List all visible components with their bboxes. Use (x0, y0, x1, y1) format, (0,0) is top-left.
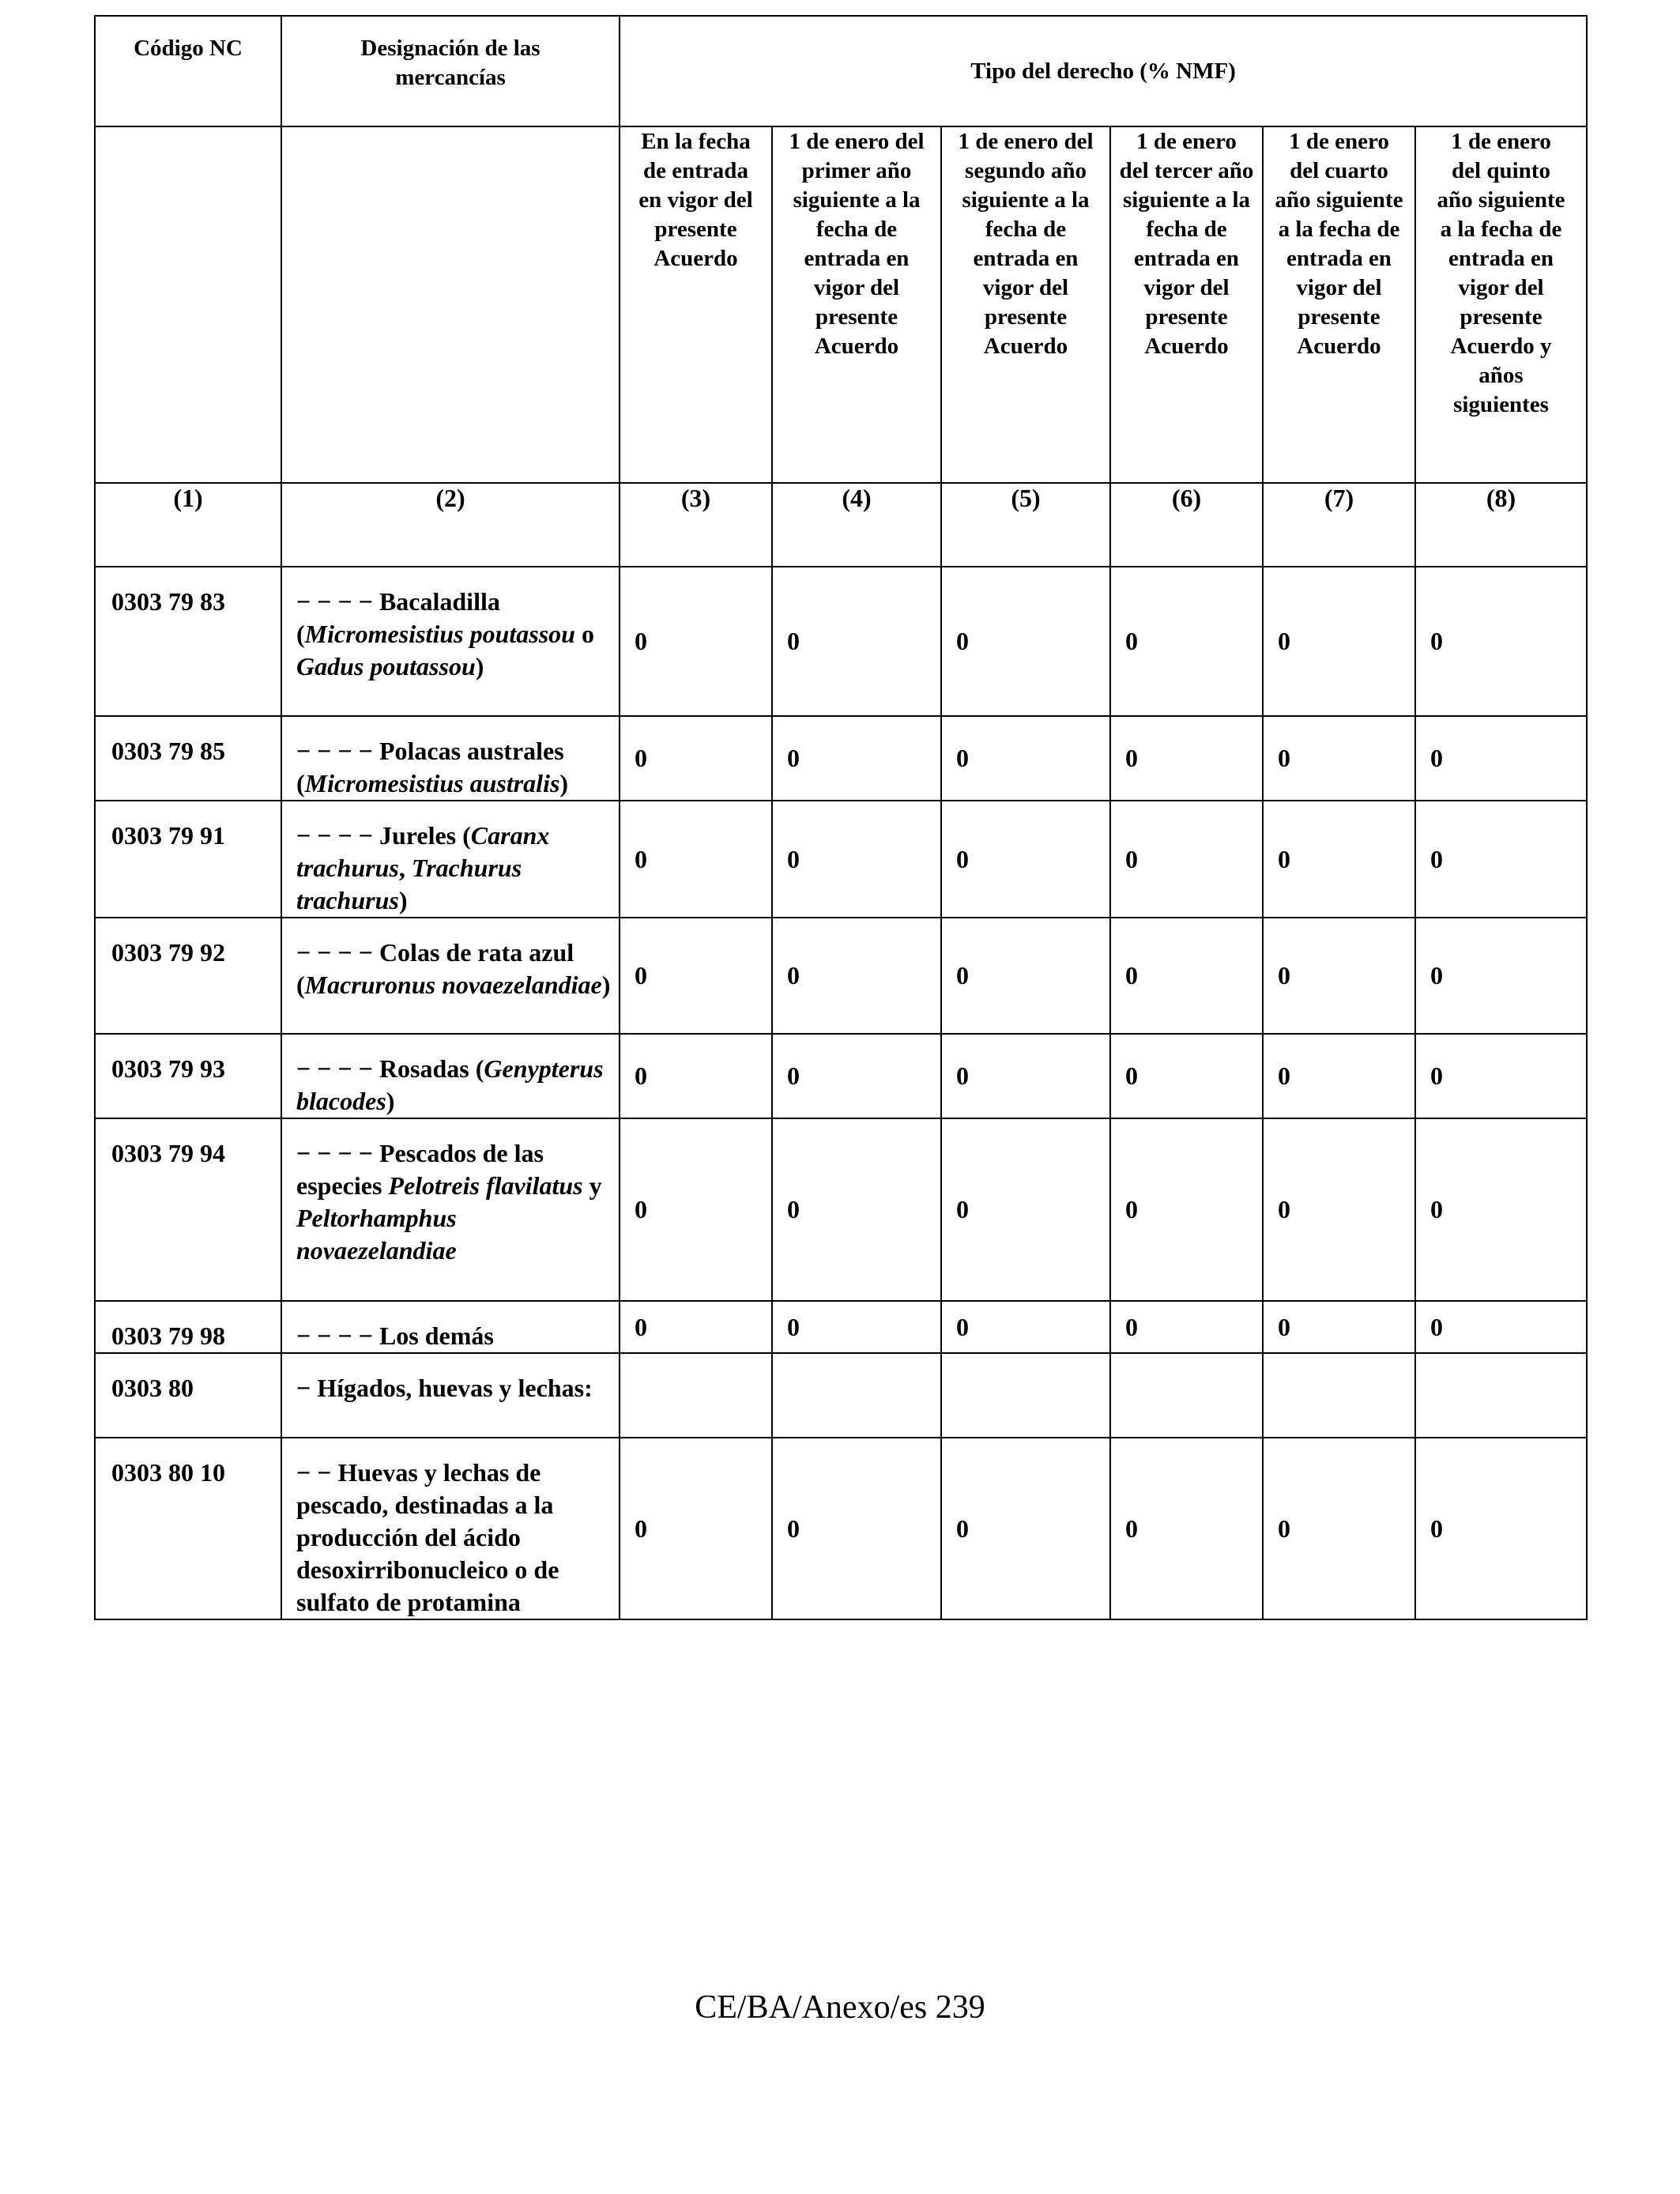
duty-rate-cell: 0 (772, 1034, 941, 1118)
nc-code: 0303 79 83 (95, 567, 281, 716)
table-row (95, 1438, 1587, 1619)
designation-text: − − − − Bacaladilla ( (296, 587, 500, 648)
designation-text: ) (559, 769, 569, 797)
duty-rate-cell: 0 (1415, 1034, 1587, 1118)
duty-rate-cell: 0 (1415, 801, 1587, 918)
duty-rate-cell: 0 (620, 801, 772, 918)
duty-rate-cell: 0 (772, 716, 941, 801)
species-name: Pelotreis flavilatus (388, 1171, 583, 1200)
duty-rate-cell (620, 1353, 772, 1438)
duty-rate-cell (941, 1353, 1110, 1438)
duty-rate-cell: 0 (1110, 567, 1263, 716)
column-number: (4) (772, 483, 941, 567)
duty-rate-cell: 0 (1415, 1438, 1587, 1619)
duty-rate-cell: 0 (1263, 1034, 1415, 1118)
header-designation: Designación de las mercancías (281, 16, 620, 126)
designation-text: − Hígados, huevas y lechas: (296, 1374, 593, 1402)
duty-rate-cell: 0 (1263, 1118, 1415, 1301)
header-duty-type: Tipo del derecho (% NMF) (620, 16, 1587, 126)
header-stage-5: 1 de enero del cuarto año siguiente a la fecha de entrada en vigor del presente Acuerdo (1263, 126, 1415, 483)
species-name: Genypterus blacodes (296, 1054, 604, 1115)
duty-rate-cell: 0 (772, 1301, 941, 1353)
designation-text: − − − − Polacas australes ( (296, 737, 564, 797)
duty-rate-cell: 0 (772, 1118, 941, 1301)
table-row (95, 567, 1587, 716)
duty-rate-cell: 0 (1415, 716, 1587, 801)
duty-rate-cell: 0 (1110, 1118, 1263, 1301)
duty-rate-cell: 0 (1110, 716, 1263, 801)
table-row (95, 1118, 1587, 1301)
duty-rate-cell: 0 (1263, 716, 1415, 801)
designation-text: ) (601, 971, 611, 999)
goods-designation (281, 918, 620, 1034)
duty-rate-cell: 0 (941, 1438, 1110, 1619)
table-row (95, 716, 1587, 801)
designation-text: , (398, 854, 412, 882)
column-number: (8) (1415, 483, 1587, 567)
species-name: Caranx trachurus (296, 821, 550, 882)
nc-code: 0303 79 85 (95, 716, 281, 801)
header-stage-1: En la fecha de entrada en vigor del presente Acuerdo (620, 126, 772, 483)
designation-text: − − − − Los demás (296, 1321, 494, 1350)
duty-rate-cell: 0 (941, 801, 1110, 918)
goods-designation (281, 716, 620, 801)
duty-rate-cell: 0 (620, 1438, 772, 1619)
duty-rate-cell: 0 (772, 801, 941, 918)
designation-text: − − − − Jureles ( (296, 821, 471, 850)
nc-code: 0303 79 92 (95, 918, 281, 1034)
species-name: Peltorhamphus novaezelandiae (296, 1204, 457, 1265)
designation-text: − − − − Pescados de las especies (296, 1139, 544, 1200)
designation-text: − − − − Rosadas ( (296, 1054, 484, 1083)
duty-rate-cell: 0 (1110, 801, 1263, 918)
designation-text: ) (398, 886, 408, 914)
duty-rate-cell (772, 1353, 941, 1438)
duty-rate-cell: 0 (1263, 918, 1415, 1034)
header-stage-blank-2 (281, 126, 620, 483)
duty-rate-cell: 0 (1263, 567, 1415, 716)
duty-rate-cell: 0 (620, 716, 772, 801)
page-footer: CE/BA/Anexo/es 239 (695, 1989, 985, 2026)
tariff-table (94, 15, 1588, 1620)
duty-rate-cell: 0 (620, 918, 772, 1034)
header-stage-6: 1 de enero del quinto año siguiente a la fecha de entrada en vigor del presente Acuerdo y años siguientes (1415, 126, 1587, 483)
designation-text: o (574, 620, 594, 648)
goods-designation (281, 1118, 620, 1301)
duty-rate-cell: 0 (941, 1301, 1110, 1353)
goods-designation (281, 1438, 620, 1619)
goods-designation (281, 1353, 620, 1438)
species-name: Macruronus novaezelandiae (304, 971, 602, 999)
column-number: (7) (1263, 483, 1415, 567)
nc-code: 0303 80 10 (95, 1438, 281, 1619)
duty-rate-cell: 0 (772, 918, 941, 1034)
header-code: Código NC (95, 16, 281, 126)
species-name: Gadus poutassou (296, 652, 476, 680)
duty-rate-cell: 0 (1415, 567, 1587, 716)
designation-text: y (582, 1171, 602, 1200)
duty-rate-cell: 0 (1110, 1034, 1263, 1118)
header-stage-3: 1 de enero del segundo año siguiente a la fecha de entrada en vigor del presente Acuerdo (941, 126, 1110, 483)
goods-designation (281, 1301, 620, 1353)
duty-rate-cell: 0 (941, 918, 1110, 1034)
header-stages-row (95, 126, 1587, 483)
column-number: (3) (620, 483, 772, 567)
nc-code: 0303 79 94 (95, 1118, 281, 1301)
nc-code: 0303 80 (95, 1353, 281, 1438)
duty-rate-cell (1415, 1353, 1587, 1438)
duty-rate-cell: 0 (1110, 1438, 1263, 1619)
nc-code: 0303 79 98 (95, 1301, 281, 1353)
duty-rate-cell: 0 (620, 1118, 772, 1301)
duty-rate-cell: 0 (772, 1438, 941, 1619)
header-stage-4: 1 de enero del tercer año siguiente a la fecha de entrada en vigor del presente Acuerdo (1110, 126, 1263, 483)
duty-rate-cell: 0 (620, 567, 772, 716)
table-row (95, 801, 1587, 918)
duty-rate-cell: 0 (1415, 1118, 1587, 1301)
table-row (95, 1301, 1587, 1353)
species-name: Trachurus trachurus (296, 854, 522, 914)
table-row (95, 1353, 1587, 1438)
nc-code: 0303 79 93 (95, 1034, 281, 1118)
nc-code: 0303 79 91 (95, 801, 281, 918)
duty-rate-cell: 0 (1263, 801, 1415, 918)
column-number-row (95, 483, 1587, 567)
duty-rate-cell: 0 (941, 716, 1110, 801)
column-number: (1) (95, 483, 281, 567)
column-number: (5) (941, 483, 1110, 567)
duty-rate-cell: 0 (1263, 1438, 1415, 1619)
designation-text: ) (475, 652, 484, 680)
goods-designation (281, 567, 620, 716)
column-number: (6) (1110, 483, 1263, 567)
duty-rate-cell: 0 (941, 1118, 1110, 1301)
species-name: Micromesistius poutassou (304, 620, 575, 648)
duty-rate-cell (1110, 1353, 1263, 1438)
duty-rate-cell: 0 (1415, 1301, 1587, 1353)
designation-text: − − − − Colas de rata azul ( (296, 938, 574, 999)
header-stage-2: 1 de enero del primer año siguiente a la fecha de entrada en vigor del presente Acuerdo (772, 126, 941, 483)
duty-rate-cell: 0 (1263, 1301, 1415, 1353)
duty-rate-cell: 0 (1110, 918, 1263, 1034)
duty-rate-cell: 0 (1415, 918, 1587, 1034)
species-name: Micromesistius australis (304, 769, 560, 797)
duty-rate-cell: 0 (620, 1301, 772, 1353)
header-stage-blank-1 (95, 126, 281, 483)
designation-text: − − Huevas y lechas de pescado, destinadas a la producción del ácido desoxirribonucleico o de sulfato de protamina (296, 1458, 559, 1616)
duty-rate-cell: 0 (620, 1034, 772, 1118)
header-row (95, 16, 1587, 126)
table-row (95, 1034, 1587, 1118)
goods-designation (281, 1034, 620, 1118)
table-row (95, 918, 1587, 1034)
duty-rate-cell: 0 (941, 567, 1110, 716)
column-number: (2) (281, 483, 620, 567)
duty-rate-cell (1263, 1353, 1415, 1438)
duty-rate-cell: 0 (772, 567, 941, 716)
goods-designation (281, 801, 620, 918)
designation-text: ) (386, 1087, 395, 1115)
duty-rate-cell: 0 (941, 1034, 1110, 1118)
duty-rate-cell: 0 (1110, 1301, 1263, 1353)
